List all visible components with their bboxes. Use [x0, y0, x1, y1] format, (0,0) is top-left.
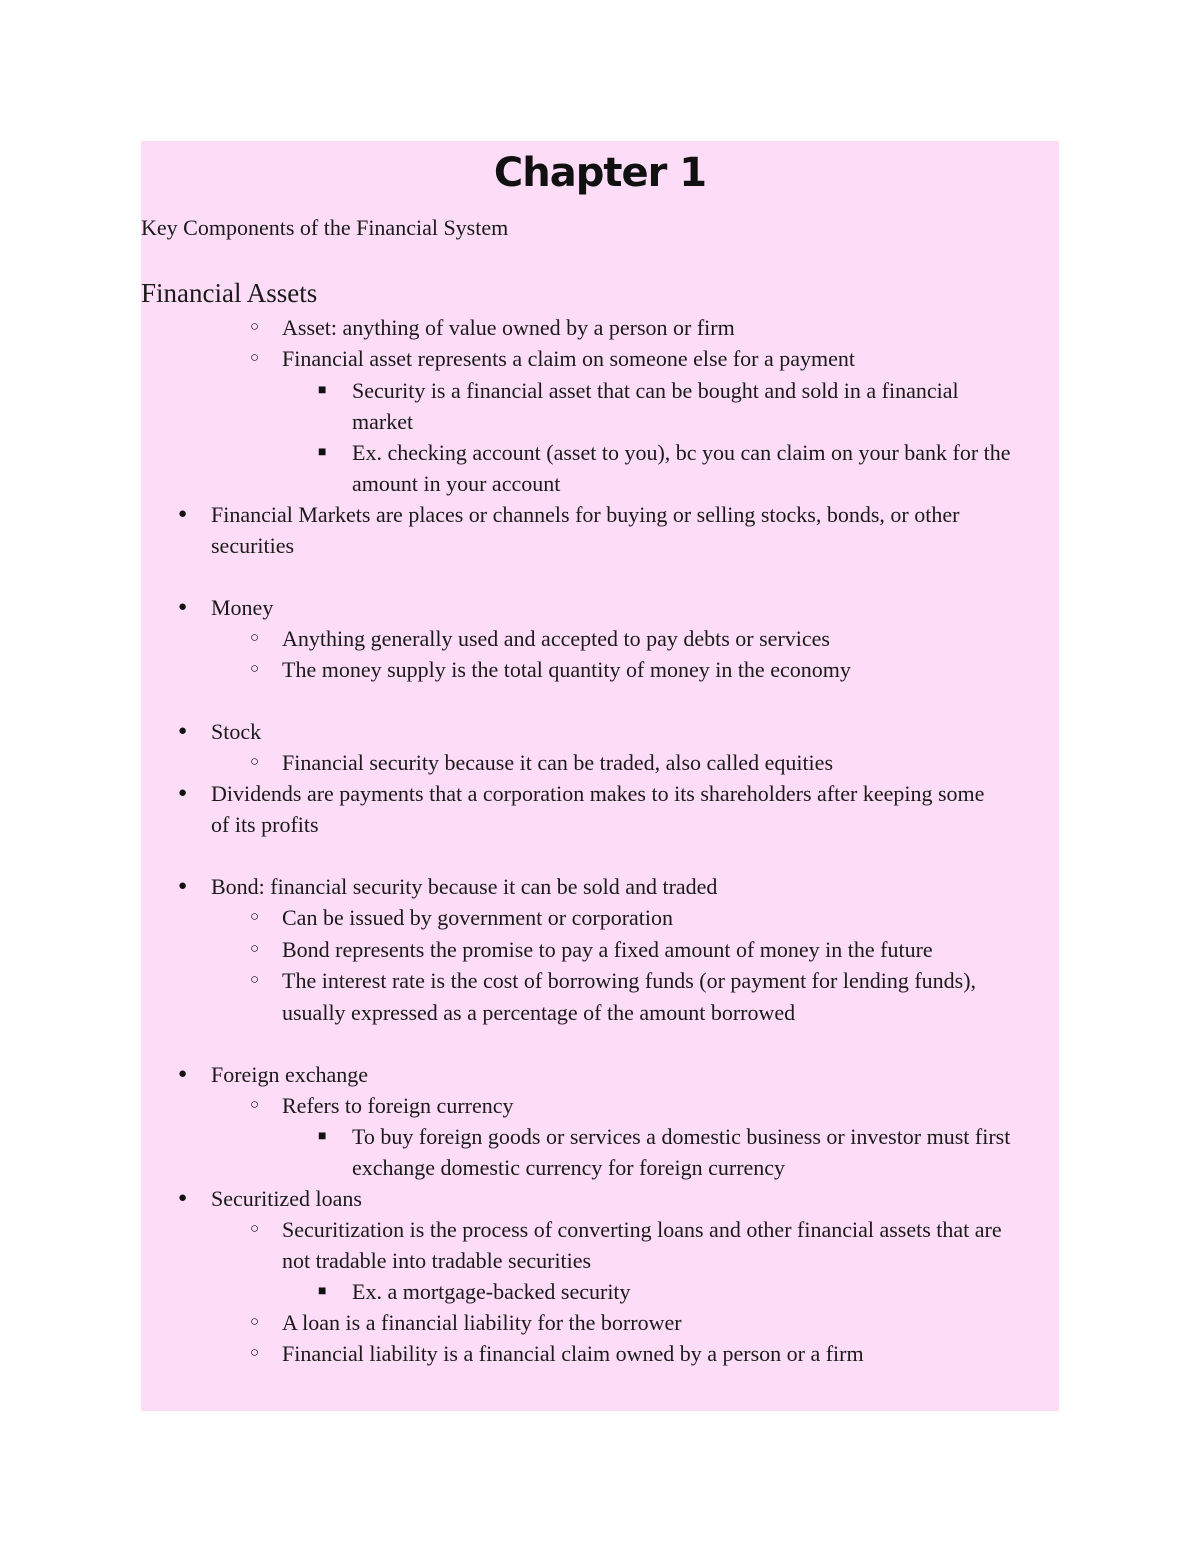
disc-bullet-icon: ●: [178, 1066, 188, 1082]
list-item-continuation: of its profits: [211, 812, 319, 837]
circle-bullet-icon: ○: [250, 1314, 260, 1330]
list-item: To buy foreign goods or services a domestic business or investor must first: [352, 1124, 1011, 1149]
list-item-continuation: not tradable into tradable securities: [282, 1248, 592, 1273]
list-item: Security is a financial asset that can be bought and sold in a financial: [352, 378, 959, 403]
list-item: Stock: [211, 719, 262, 744]
disc-bullet-icon: ●: [178, 878, 188, 894]
disc-bullet-icon: ●: [178, 506, 188, 522]
list-item-continuation: market: [352, 409, 414, 434]
square-bullet-icon: ■: [318, 445, 327, 460]
list-item: A loan is a financial liability for the borrower: [282, 1310, 682, 1335]
disc-bullet-icon: ●: [178, 723, 188, 739]
list-item-continuation: amount in your account: [352, 471, 561, 496]
circle-bullet-icon: ○: [250, 754, 260, 770]
list-item-continuation: usually expressed as a percentage of the amount borrowed: [282, 1000, 796, 1025]
circle-bullet-icon: ○: [250, 350, 260, 366]
list-item: Anything generally used and accepted to pay debts or services: [282, 626, 830, 651]
list-item: Refers to foreign currency: [282, 1093, 514, 1118]
square-bullet-icon: ■: [318, 1284, 327, 1299]
list-item: Financial security because it can be traded, also called equities: [282, 750, 833, 775]
circle-bullet-icon: ○: [250, 1221, 260, 1237]
disc-bullet-icon: ●: [178, 599, 188, 615]
list-item: Ex. checking account (asset to you), bc you can claim on your bank for the: [352, 440, 1011, 465]
circle-bullet-icon: ○: [250, 1345, 260, 1361]
page-title: Chapter 1: [493, 150, 707, 196]
circle-bullet-icon: ○: [250, 909, 260, 925]
disc-bullet-icon: ●: [178, 785, 188, 801]
list-item: Dividends are payments that a corporation makes to its shareholders after keeping some: [211, 781, 985, 806]
list-item: Securitization is the process of converting loans and other financial assets that are: [282, 1217, 1002, 1242]
square-bullet-icon: ■: [318, 383, 327, 398]
list-item: Financial asset represents a claim on someone else for a payment: [282, 346, 856, 371]
list-item-continuation: securities: [211, 533, 295, 558]
subtitle: Key Components of the Financial System: [141, 215, 509, 240]
list-item: Financial liability is a financial claim owned by a person or a firm: [282, 1341, 864, 1366]
circle-bullet-icon: ○: [250, 941, 260, 957]
list-item-continuation: exchange domestic currency for foreign currency: [352, 1155, 786, 1180]
circle-bullet-icon: ○: [250, 661, 260, 677]
list-item: Financial Markets are places or channels for buying or selling stocks, bonds, or other: [211, 502, 960, 527]
list-item: Foreign exchange: [211, 1062, 368, 1087]
disc-bullet-icon: ●: [178, 1190, 188, 1206]
list-item: Ex. a mortgage-backed security: [352, 1279, 631, 1304]
list-item: Securitized loans: [211, 1186, 362, 1211]
list-item: Can be issued by government or corporation: [282, 905, 674, 930]
list-item: Bond: financial security because it can be sold and traded: [211, 874, 718, 899]
circle-bullet-icon: ○: [250, 319, 260, 335]
section-heading: Financial Assets: [141, 278, 318, 308]
list-item: Asset: anything of value owned by a person or firm: [282, 315, 735, 340]
circle-bullet-icon: ○: [250, 630, 260, 646]
list-item: The money supply is the total quantity of money in the economy: [282, 657, 851, 682]
list-item: The interest rate is the cost of borrowing funds (or payment for lending funds),: [282, 968, 977, 993]
circle-bullet-icon: ○: [250, 1097, 260, 1113]
square-bullet-icon: ■: [318, 1129, 327, 1144]
circle-bullet-icon: ○: [250, 972, 260, 988]
list-item: Money: [211, 595, 274, 620]
list-item: Bond represents the promise to pay a fixed amount of money in the future: [282, 937, 933, 962]
